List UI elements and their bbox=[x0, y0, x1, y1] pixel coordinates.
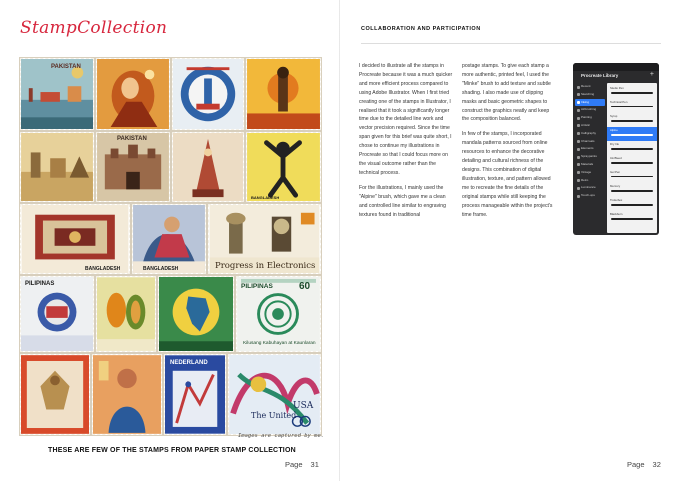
brush-item bbox=[607, 197, 657, 211]
brush-name: Gel Pen bbox=[610, 170, 621, 174]
stamp-value: 60 bbox=[299, 281, 311, 292]
stamp-desert-scene bbox=[20, 132, 94, 202]
brush-category: Luminance bbox=[575, 184, 605, 192]
brush-category: Artistic bbox=[575, 122, 605, 130]
brush-category: Painting bbox=[575, 114, 605, 122]
brush-category: Touch-ups bbox=[575, 192, 605, 200]
stamp-art bbox=[229, 355, 320, 434]
stamp-country: PILIPINAS bbox=[241, 283, 273, 290]
stamp-pilipinas-60 bbox=[236, 276, 321, 352]
brush-category: Recent bbox=[575, 83, 605, 91]
stamp-country: BANGLADESH bbox=[251, 195, 280, 200]
stamp-subtitle: The United bbox=[251, 411, 297, 420]
page-number-right bbox=[627, 460, 661, 469]
brush-stroke-preview bbox=[611, 92, 653, 94]
stamp-country: NEDERLAND bbox=[170, 360, 208, 366]
stamp-pakistan-ship bbox=[20, 58, 94, 130]
brush-item bbox=[607, 99, 657, 113]
brush-name: Mercury bbox=[610, 184, 621, 188]
stamp-art bbox=[247, 59, 320, 129]
stamp-pakistan-fort bbox=[96, 132, 170, 202]
stamp-subtitle: Kilusang Kabuhayan at Kaunlaran bbox=[243, 341, 316, 346]
stamp-art bbox=[21, 277, 93, 351]
brush-stroke-preview bbox=[611, 148, 653, 150]
stamp-woman bbox=[92, 354, 162, 435]
brush-category: Elements bbox=[575, 145, 605, 153]
brush-stroke-preview bbox=[611, 218, 653, 220]
stamp-africa-map bbox=[158, 276, 234, 352]
brush-name: Technical Pen bbox=[610, 100, 628, 104]
stamp-title: Progress in Electronics bbox=[215, 261, 316, 271]
brush-category: Charcoals bbox=[575, 138, 605, 146]
brush-stroke-preview bbox=[611, 176, 653, 177]
brush-category: Calligraphy bbox=[575, 130, 605, 138]
stamp-grid bbox=[20, 58, 321, 435]
brush-panel bbox=[607, 83, 657, 233]
stamp-country: USA bbox=[293, 401, 314, 411]
stamp-dancer bbox=[132, 204, 206, 274]
brush-stroke-preview bbox=[611, 190, 653, 192]
right-page bbox=[340, 0, 680, 481]
brush-name: Dry Ink bbox=[610, 142, 619, 146]
brush-name: Blackburn bbox=[610, 212, 623, 216]
brush-item bbox=[607, 85, 657, 99]
brush-stroke-preview bbox=[611, 204, 653, 206]
stamp-figure-yellow bbox=[246, 132, 321, 202]
paragraph: For the illustrations, I mainly used the "Alpine" brush, which gave me a clean and controlled line similar to engraving textures found in traditional bbox=[359, 184, 446, 218]
stamp-usa-united bbox=[228, 354, 321, 435]
brush-category: Spraypaints bbox=[575, 153, 605, 161]
brush-item bbox=[607, 183, 657, 197]
stamp-temple bbox=[172, 132, 244, 202]
page-number-left bbox=[285, 460, 319, 469]
brush-stroke-preview bbox=[611, 162, 653, 164]
brush-item bbox=[607, 113, 657, 127]
brush-category-list bbox=[575, 83, 605, 200]
stamp-country: PAKISTAN bbox=[117, 136, 147, 142]
stamp-art bbox=[21, 133, 93, 201]
stamp-papaya bbox=[96, 276, 156, 352]
procreate-screenshot bbox=[573, 63, 659, 235]
brush-stroke-preview bbox=[611, 134, 653, 136]
page-number-value: 32 bbox=[652, 460, 661, 469]
stamp-country: BANGLADESH bbox=[85, 266, 121, 272]
brush-item bbox=[607, 169, 657, 183]
brush-name: Syrup bbox=[610, 114, 618, 118]
stamp-caption: THESE ARE FEW OF THE STAMPS FROM PAPER STAMP COLLECTION bbox=[48, 447, 296, 454]
brush-category: Vintage bbox=[575, 169, 605, 177]
stamp-art bbox=[165, 355, 225, 434]
brush-category: Airbrushing bbox=[575, 106, 605, 114]
text-column-1 bbox=[359, 62, 453, 225]
brush-stroke-preview bbox=[611, 120, 653, 122]
brush-name: Ink Bleed bbox=[610, 156, 622, 160]
section-title: COLLABORATION AND PARTICIPATION bbox=[361, 26, 481, 32]
paragraph: postage stamps. To give each stamp a more authentic, printed feel, I used the "Minke" brush to add texture and subtle shading. I also made use of clipping masks and basic geometric shapes to construct the graphics neatly and keep the composition balanced. bbox=[462, 63, 551, 123]
brush-category: Sketching bbox=[575, 91, 605, 99]
brush-category: Retro bbox=[575, 177, 605, 185]
page-label: Page bbox=[285, 460, 303, 469]
brush-category: Materials bbox=[575, 161, 605, 169]
stamp-art bbox=[133, 205, 205, 273]
brush-item bbox=[607, 141, 657, 155]
paragraph: I decided to illustrate all the stamps in Procreate because it was a much quicker and more efficient process compared to using Adobe Illustrator. When I first tried creating one of the stamps in Illustrator, I realised that it took a significantly longer time due to the detailed line work and vector precision required. Since the time span given for this brief was quite short, I chose to continue my illustrations in Procreate so that I could focus more on the visual outcome rather than the technical process. bbox=[359, 63, 453, 176]
page-label: Page bbox=[627, 460, 645, 469]
stamp-blue-emblem bbox=[172, 58, 244, 130]
stamp-pilipinas-48 bbox=[20, 276, 94, 352]
brush-name: Studio Pen bbox=[610, 86, 624, 90]
stamp-art bbox=[97, 277, 155, 351]
brush-stroke-preview bbox=[611, 106, 653, 107]
stamp-progress-electronics bbox=[208, 204, 321, 274]
brush-name: Tinderbox bbox=[610, 198, 623, 202]
brush-item-active bbox=[607, 127, 657, 141]
stamp-orange-statue bbox=[246, 58, 321, 130]
stamp-art bbox=[173, 59, 243, 129]
page-number-value: 31 bbox=[310, 460, 319, 469]
stamp-art bbox=[21, 355, 89, 434]
stamp-bangladesh-rug bbox=[20, 204, 130, 274]
procreate-topbar bbox=[573, 63, 659, 71]
stamp-orange-portrait bbox=[96, 58, 170, 130]
brush-name: Alpine bbox=[610, 128, 618, 132]
stamp-nederland bbox=[164, 354, 226, 435]
text-column-2 bbox=[462, 62, 556, 225]
image-credit: Images are captured by me. bbox=[238, 433, 325, 439]
stamp-art bbox=[21, 205, 129, 273]
stamp-art bbox=[97, 59, 169, 129]
stamp-art bbox=[97, 133, 169, 201]
brush-item bbox=[607, 155, 657, 169]
stamp-art bbox=[159, 277, 233, 351]
brush-item bbox=[607, 211, 657, 225]
add-brush-icon: + bbox=[649, 71, 654, 78]
stamp-country: PILIPINAS bbox=[25, 281, 55, 287]
procreate-library-title: Procreate Library bbox=[581, 73, 619, 78]
brand-logo: StampCollection bbox=[20, 18, 168, 38]
stamp-country: BANGLADESH bbox=[143, 266, 179, 272]
stamp-country: PAKISTAN bbox=[51, 64, 81, 70]
section-divider bbox=[361, 43, 661, 44]
stamp-art bbox=[247, 133, 320, 201]
paragraph: In few of the stamps, I incorporated mandala patterns sourced from online resources to enhance the decorative detailing and cultural richness of the designs. This combination of digital illustration, texture, and pattern allowed me to recreate the fine details of the original stamps while still keeping the process manageable within the project's time frame. bbox=[462, 131, 553, 218]
stamp-art bbox=[173, 133, 243, 201]
stamp-art bbox=[93, 355, 161, 434]
stamp-eagle bbox=[20, 354, 90, 435]
brush-category-active: Inking bbox=[575, 99, 605, 107]
